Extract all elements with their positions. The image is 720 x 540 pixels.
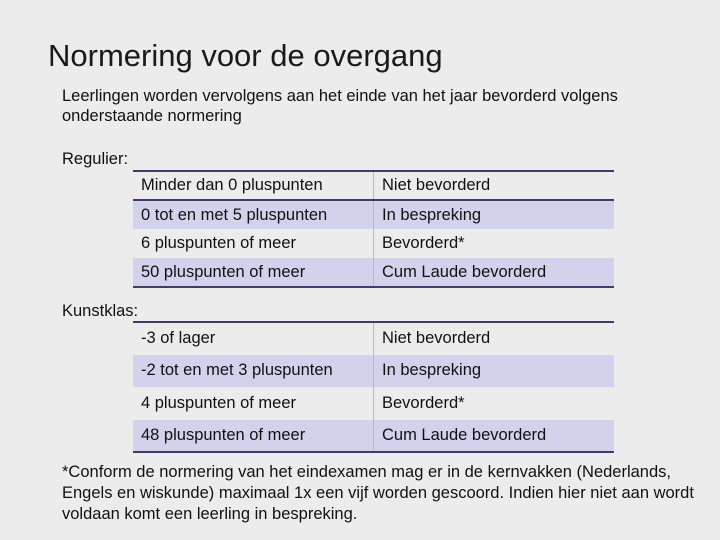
regulier-table <box>133 170 614 288</box>
kunstklas-table <box>133 321 614 453</box>
criterium-cell: 0 tot en met 5 pluspunten <box>133 200 374 229</box>
criterium-cell: 50 pluspunten of meer <box>133 258 374 287</box>
kunstklas-label: Kunstklas: <box>62 302 139 320</box>
table-row <box>133 387 614 420</box>
table-row <box>133 200 614 229</box>
result-cell: Cum Laude bevorderd <box>374 258 615 287</box>
result-cell: Niet bevorderd <box>374 322 615 355</box>
footnote: *Conform de normering van het eindexamen mag er in de kernvakken (Nederlands, Engels en wiskunde) maximaal 1x een vijf worden gescoord. Indien hier niet aan wordt voldaan komt een leerling in bespreking. <box>62 463 694 523</box>
table-row <box>133 355 614 388</box>
result-cell: In bespreking <box>374 200 615 229</box>
criterium-cell: Minder dan 0 pluspunten <box>133 171 374 200</box>
table-row <box>133 322 614 355</box>
table-row <box>133 171 614 200</box>
result-cell: In bespreking <box>374 355 615 388</box>
regulier-label: Regulier: <box>62 150 129 168</box>
criterium-cell: 48 pluspunten of meer <box>133 420 374 453</box>
criterium-cell: -2 tot en met 3 pluspunten <box>133 355 374 388</box>
table-row <box>133 229 614 258</box>
criterium-cell: 6 pluspunten of meer <box>141 234 297 252</box>
result-cell: Cum Laude bevorderd <box>374 420 615 453</box>
result-cell: Bevorderd* <box>374 387 615 420</box>
result-cell: Niet bevorderd <box>374 171 615 200</box>
criterium-cell: -3 of lager <box>141 329 216 348</box>
criterium-cell: 4 pluspunten of meer <box>141 393 297 412</box>
result-cell: Bevorderd* <box>374 229 615 258</box>
page-title: Normering voor de overgang <box>48 38 443 73</box>
table-row <box>133 420 614 453</box>
intro-text: Leerlingen worden vervolgens aan het einde van het jaar bevorderd volgens onderstaande normering <box>62 87 618 125</box>
table-row <box>133 258 614 287</box>
